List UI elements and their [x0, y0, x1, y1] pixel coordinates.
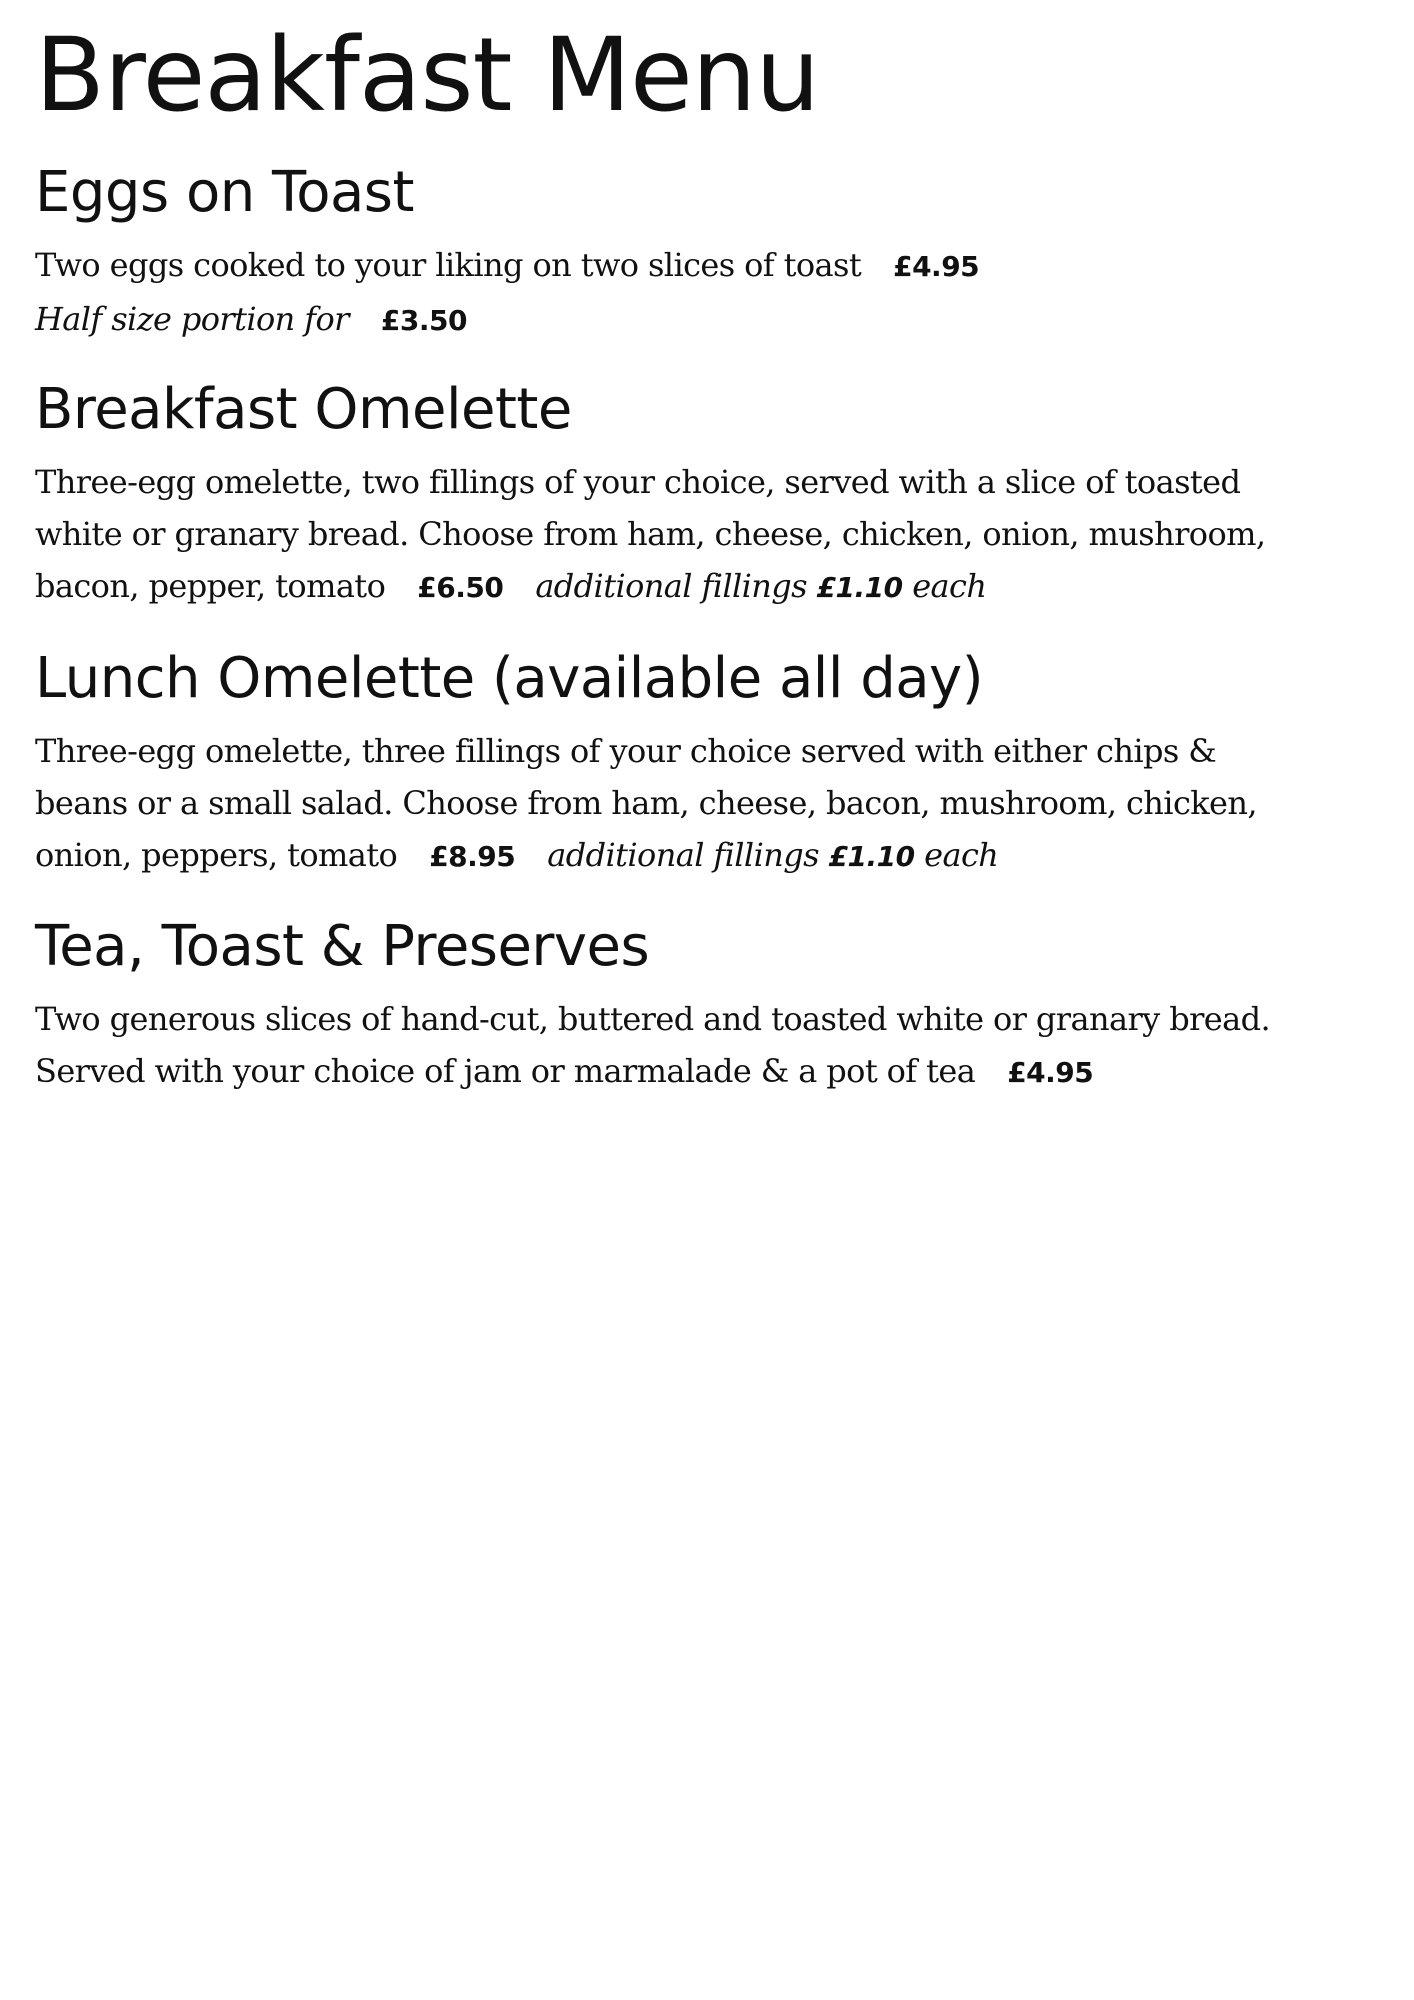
description-text: onion, peppers, tomato — [35, 836, 398, 874]
item-description-line: Two generous slices of hand-cut, buttered and toasted white or granary bread. — [35, 1000, 1271, 1038]
section-eggs-on-toast — [35, 160, 1395, 347]
additional-fillings-suffix: each — [924, 836, 999, 874]
item-price: £4.95 — [893, 250, 980, 283]
half-portion-line — [35, 293, 1395, 347]
section-breakfast-omelette — [35, 377, 1395, 614]
item-price: £6.50 — [417, 571, 504, 604]
item-price: £8.95 — [429, 840, 516, 873]
additional-fillings-price: £1.10 — [828, 840, 915, 873]
section-title: Eggs on Toast — [35, 160, 414, 225]
item-description-line: Three-egg omelette, three fillings of your choice served with either chips & — [35, 732, 1217, 770]
item-description-line: Three-egg omelette, two fillings of your choice, served with a slice of toasted — [35, 463, 1241, 501]
additional-fillings-note — [535, 567, 986, 605]
description-text: Served with your choice of jam or marmalade & a pot of tea — [35, 1052, 976, 1090]
item-description-line: white or granary bread. Choose from ham, cheese, chicken, onion, mushroom, — [35, 515, 1266, 553]
description-text: Two eggs cooked to your liking on two slices of toast — [35, 246, 862, 284]
additional-fillings-price: £1.10 — [816, 571, 903, 604]
half-portion-text: Half size portion for — [35, 300, 349, 338]
section-title: Tea, Toast & Preserves — [35, 914, 650, 979]
additional-fillings-label: additional fillings — [535, 567, 807, 605]
half-portion-price: £3.50 — [380, 304, 467, 337]
item-description-line — [35, 829, 1395, 883]
additional-fillings-note — [547, 836, 998, 874]
item-description-line — [35, 560, 1395, 614]
section-lunch-omelette — [35, 646, 1395, 883]
item-price: £4.95 — [1007, 1056, 1094, 1089]
item-description-line: beans or a small salad. Choose from ham, cheese, bacon, mushroom, chicken, — [35, 784, 1257, 822]
description-text: bacon, pepper, tomato — [35, 567, 386, 605]
item-description — [35, 239, 1395, 293]
additional-fillings-suffix: each — [912, 567, 987, 605]
section-tea-toast-preserves — [35, 914, 1395, 1099]
item-description-line — [35, 1045, 1395, 1099]
section-title: Breakfast Omelette — [35, 377, 572, 442]
additional-fillings-label: additional fillings — [547, 836, 819, 874]
menu-title: Breakfast Menu — [35, 16, 820, 135]
section-title: Lunch Omelette (available all day) — [35, 646, 984, 711]
